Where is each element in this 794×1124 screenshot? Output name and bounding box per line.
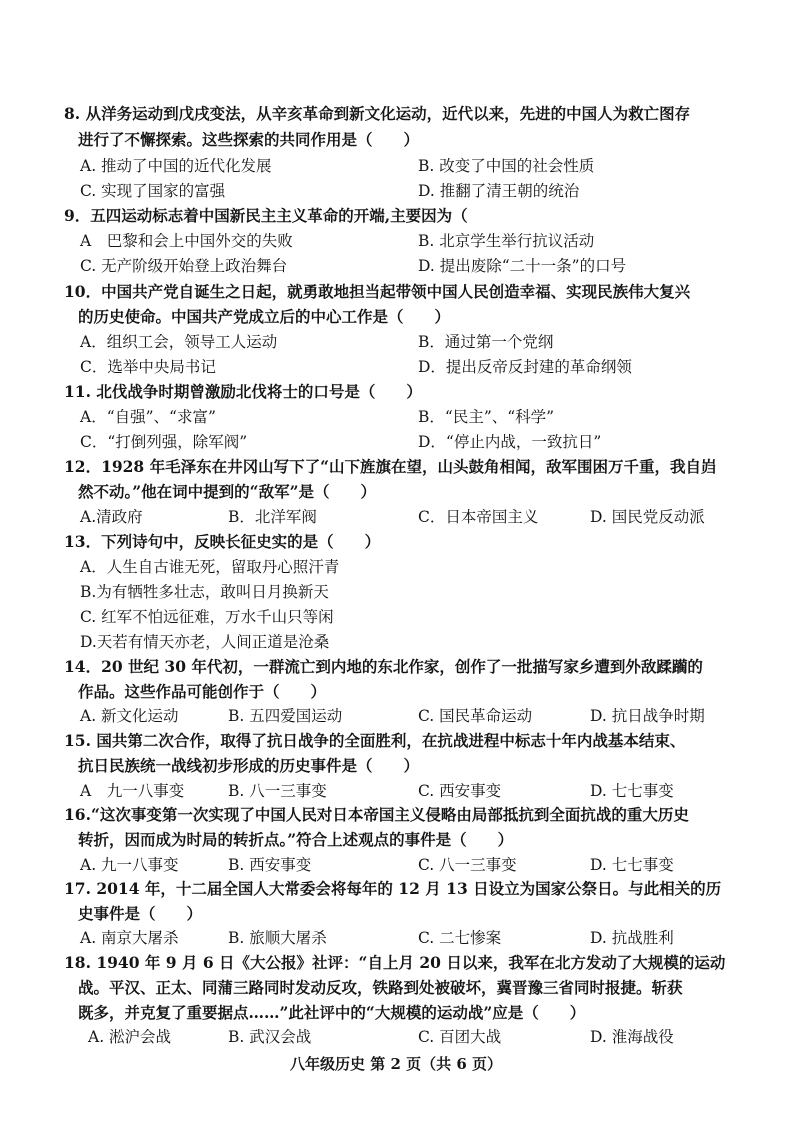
question-12-option-d: D. 国民党反动派 — [590, 508, 705, 526]
question-12-stem-line-1: 12．1928 年毛泽东在井冈山写下了“山下旌旗在望，山头鼓角相闻，敌军围困万千重，我自岿 — [64, 457, 717, 476]
question-18-option-a: A. 淞沪会战 — [88, 1028, 172, 1046]
question-16-stem-line-1: 16.“这次事变第一次实现了中国人民对日本帝国主义侵略由局部抵抗到全面抗战的重大历史 — [64, 805, 689, 824]
question-17-stem-line-1: 17. 2014 年，十二届全国人大常委会将每年的 12 月 13 日设立为国家公祭日。与此相关的历 — [64, 879, 722, 898]
question-10-option-a: A．组织工会，领导工人运动 — [80, 333, 278, 351]
question-11-option-d: D．“停止内战，一致抗日” — [418, 433, 602, 451]
question-10-option-d: D．提出反帝反封建的革命纲领 — [418, 358, 632, 376]
question-18-option-b: B. 武汉会战 — [228, 1028, 312, 1046]
question-10-stem-line-1: 10．中国共产党自诞生之日起，就勇敢地担当起带领中国人民创造幸福、实现民族伟大复兴 — [64, 282, 691, 301]
question-17-option-c: C. 二七惨案 — [418, 929, 502, 947]
question-13-option-b: B.为有牺牲多壮志，敢叫日月换新天 — [80, 583, 329, 601]
page-footer: 八年级历史 第 2 页（共 6 页） — [290, 1055, 502, 1073]
question-15-option-b: B. 八一三事变 — [228, 782, 327, 800]
question-11-stem-line-1: 11. 北伐战争时期曾激励北伐将士的口号是（ ） — [64, 382, 422, 401]
question-10-option-c: C．选举中央局书记 — [80, 358, 216, 376]
question-16-option-d: D. 七七事变 — [590, 856, 674, 874]
question-9-option-c: C. 无产阶级开始登上政治舞台 — [80, 257, 288, 275]
question-14-stem-line-2: 作品。这些作品可能创作于（ ） — [78, 682, 327, 701]
question-12-option-a: A.清政府 — [80, 508, 143, 526]
question-18-option-c: C. 百团大战 — [418, 1028, 502, 1046]
question-8-option-a: A. 推动了中国的近代化发展 — [80, 157, 272, 175]
question-12-option-c: C．日本帝国主义 — [418, 508, 539, 526]
question-8-stem-line-2: 进行了不懈探索。这些探索的共同作用是（ ） — [78, 130, 420, 149]
question-12-option-b: B．北洋军阀 — [228, 508, 317, 526]
question-14-stem-line-1: 14．20 世纪 30 年代初，一群流亡到内地的东北作家，创作了一批描写家乡遭到外敌蹂躏的 — [64, 657, 703, 676]
question-17-option-d: D. 抗战胜利 — [590, 929, 674, 947]
question-14-option-d: D. 抗日战争时期 — [590, 707, 705, 725]
question-16-option-c: C. 八一三事变 — [418, 856, 517, 874]
question-18-stem-line-3: 既多，并克复了重要据点……”此社评中的“大规模的运动战”应是（ ） — [78, 1003, 586, 1022]
question-16-option-a: A. 九一八事变 — [80, 856, 179, 874]
question-16-stem-line-2: 转折，因而成为时局的转折点。”符合上述观点的事件是（ ） — [78, 830, 514, 849]
question-18-stem-line-2: 战。平汉、正太、同蒲三路同时发动反攻，铁路到处被破坏，冀晋豫三省同时报捷。斩获 — [78, 978, 683, 997]
question-16-option-b: B. 西安事变 — [228, 856, 312, 874]
question-17-stem-line-2: 史事件是（ ） — [78, 904, 203, 923]
question-8-option-b: B. 改变了中国的社会性质 — [418, 157, 595, 175]
question-8-option-d: D. 推翻了清王朝的统治 — [418, 182, 580, 200]
question-13-option-a: A．人生自古谁无死，留取丹心照汗青 — [80, 558, 340, 576]
question-10-stem-line-2: 的历史使命。中国共产党成立后的中心工作是（ ） — [78, 307, 451, 326]
question-17-option-a: A. 南京大屠杀 — [80, 929, 179, 947]
question-13-option-c: C. 红军不怕远征难，万水千山只等闲 — [80, 608, 334, 626]
question-15-option-d: D. 七七事变 — [590, 782, 674, 800]
question-15-option-a: A 九一八事变 — [80, 782, 185, 800]
question-11-option-a: A．“自强”、“求富” — [80, 408, 216, 426]
question-14-option-b: B. 五四爱国运动 — [228, 707, 343, 725]
question-11-option-b: B．“民主”、“科学” — [418, 408, 555, 426]
question-13-stem-line-1: 13．下列诗句中，反映长征史实的是（ ） — [64, 532, 381, 551]
question-11-option-c: C．“打倒列强，除军阀” — [80, 433, 248, 451]
question-9-option-a: A 巴黎和会上中国外交的失败 — [80, 232, 293, 250]
question-15-option-c: C. 西安事变 — [418, 782, 502, 800]
question-14-option-c: C. 国民革命运动 — [418, 707, 533, 725]
question-15-stem-line-1: 15. 国共第二次合作，取得了抗日战争的全面胜利，在抗战进程中标志十年内战基本结束、 — [64, 731, 686, 750]
question-8-stem-line-1: 8. 从洋务运动到戊戌变法，从辛亥革命到新文化运动，近代以来，先进的中国人为救亡图存 — [64, 104, 691, 123]
question-9-option-d: D. 提出废除“二十一条”的口号 — [418, 257, 627, 275]
question-14-option-a: A. 新文化运动 — [80, 707, 179, 725]
question-18-stem-line-1: 18. 1940 年 9 月 6 日《大公报》社评：“自上月 20 日以来，我军在北方发动了大规模的运动 — [64, 953, 726, 972]
question-10-option-b: B．通过第一个党纲 — [418, 333, 554, 351]
question-15-stem-line-2: 抗日民族统一战线初步形成的历史事件是（ ） — [78, 756, 420, 775]
question-9-option-b: B. 北京学生举行抗议活动 — [418, 232, 595, 250]
question-12-stem-line-2: 然不动。”他在词中提到的“敌军”是（ ） — [78, 482, 376, 501]
question-18-option-d: D. 淮海战役 — [590, 1028, 674, 1046]
question-8-option-c: C. 实现了国家的富强 — [80, 182, 226, 200]
question-17-option-b: B. 旅顺大屠杀 — [228, 929, 327, 947]
question-9-stem-line-1: 9．五四运动标志着中国新民主主义革命的开端,主要因为（ — [64, 206, 468, 225]
question-13-option-d: D.天若有情天亦老，人间正道是沧桑 — [80, 633, 330, 651]
